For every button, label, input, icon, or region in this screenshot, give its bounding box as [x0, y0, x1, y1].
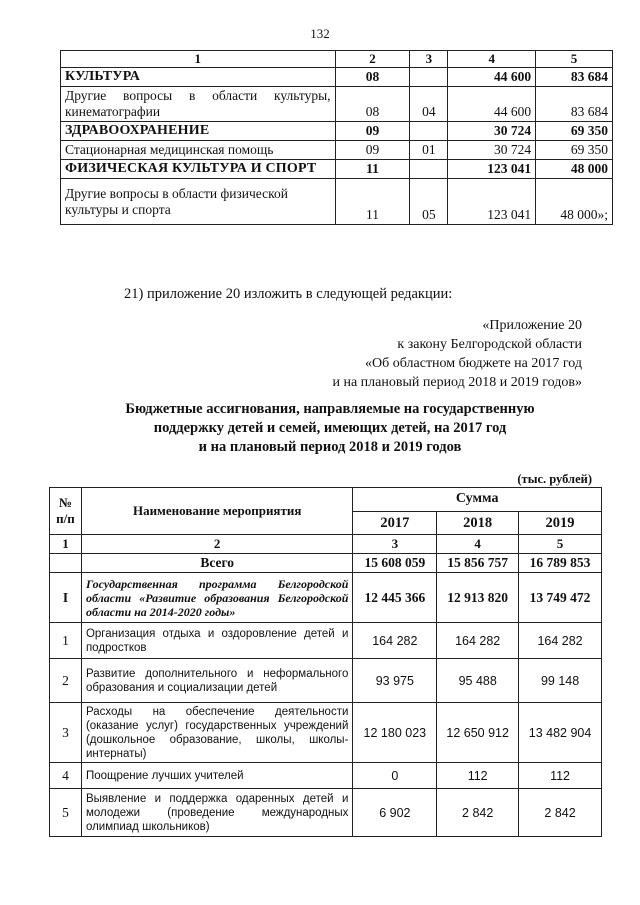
row-sum-1: 30 724 [448, 122, 536, 141]
program-number: I [50, 573, 82, 623]
col-sum-header: Сумма [353, 488, 602, 512]
row-pr [410, 122, 448, 141]
support-allocations-table [49, 487, 602, 837]
row-number: 5 [50, 789, 82, 837]
row-2019: 13 482 904 [519, 703, 602, 763]
row-sum-1: 30 724 [448, 141, 536, 160]
row-rz: 08 [335, 68, 410, 87]
row-pr: 04 [410, 87, 448, 122]
row-sum-2: 69 350 [536, 122, 613, 141]
row-sum-1: 123 041 [448, 160, 536, 179]
year-header: 2017 [353, 511, 437, 535]
title-line: Бюджетные ассигнования, направляемые на государственную [125, 401, 535, 417]
table-row [50, 763, 602, 789]
row-name: Организация отдыха и оздоровление детей и подростков [81, 623, 352, 659]
row-rz: 11 [335, 160, 410, 179]
row-rz: 11 [335, 179, 410, 225]
units-label: (тыс. рублей) [517, 472, 592, 486]
amendment-paragraph: 21) приложение 20 изложить в следующей редакции: [124, 286, 453, 302]
header-cell: 1 [61, 51, 336, 68]
row-rz: 09 [335, 141, 410, 160]
appendix-reference [332, 316, 582, 392]
row-name: Другие вопросы в области физической культуры и спорта [61, 179, 336, 225]
row-name: КУЛЬТУРА [61, 68, 336, 87]
table-row [50, 623, 602, 659]
col-number-header: № п/п [50, 488, 82, 535]
appendix-line: к закону Белгородской области [397, 337, 582, 352]
row-sum-1: 123 041 [448, 179, 536, 225]
table-header-row [50, 488, 602, 512]
index-cell: 4 [437, 535, 519, 554]
index-row [50, 535, 602, 554]
row-2018: 112 [437, 763, 519, 789]
index-cell: 1 [50, 535, 82, 554]
row-2019: 99 148 [519, 659, 602, 703]
index-cell: 5 [519, 535, 602, 554]
row-2018: 2 842 [437, 789, 519, 837]
appendix-line: «Приложение 20 [482, 318, 582, 333]
year-header: 2018 [437, 511, 519, 535]
row-name: ЗДРАВООХРАНЕНИЕ [61, 122, 336, 141]
header-cell: 5 [536, 51, 613, 68]
row-2019: 2 842 [519, 789, 602, 837]
row-2017: 6 902 [353, 789, 437, 837]
index-cell: 2 [81, 535, 352, 554]
table-row [50, 659, 602, 703]
document-title [60, 400, 600, 457]
total-row [50, 554, 602, 573]
program-2019: 13 749 472 [519, 573, 602, 623]
row-2019: 164 282 [519, 623, 602, 659]
table-row [61, 179, 613, 225]
total-2017: 15 608 059 [353, 554, 437, 573]
row-number: 4 [50, 763, 82, 789]
row-sum-2: 69 350 [536, 141, 613, 160]
row-sum-2: 48 000 [536, 160, 613, 179]
table-row [61, 160, 613, 179]
row-pr: 01 [410, 141, 448, 160]
row-pr [410, 160, 448, 179]
header-cell: 3 [410, 51, 448, 68]
row-name: Поощрение лучших учителей [81, 763, 352, 789]
row-pr: 05 [410, 179, 448, 225]
title-line: поддержку детей и семей, имеющих детей, на 2017 год [153, 420, 507, 436]
year-header: 2019 [519, 511, 602, 535]
total-empty-cell [50, 554, 82, 573]
row-sum-1: 44 600 [448, 68, 536, 87]
row-name: Расходы на обеспечение деятельности (оказание услуг) государственных учреждений (дошкольное образование, школы, школы-интернаты) [81, 703, 352, 763]
program-2018: 12 913 820 [437, 573, 519, 623]
row-name: ФИЗИЧЕСКАЯ КУЛЬТУРА И СПОРТ [61, 160, 336, 179]
page-number: 132 [310, 26, 330, 41]
row-sum-2: 83 684 [536, 87, 613, 122]
row-sum-2: 83 684 [536, 68, 613, 87]
row-number: 1 [50, 623, 82, 659]
total-label: Всего [81, 554, 352, 573]
table-row [61, 87, 613, 122]
table-row [50, 703, 602, 763]
table-row [61, 122, 613, 141]
row-name: Стационарная медицинская помощь [61, 141, 336, 160]
row-name: Другие вопросы в области культуры, кинематографии [61, 87, 336, 122]
table-row [61, 141, 613, 160]
row-2018: 164 282 [437, 623, 519, 659]
row-2018: 95 488 [437, 659, 519, 703]
row-pr [410, 68, 448, 87]
row-sum-1: 44 600 [448, 87, 536, 122]
row-rz: 08 [335, 87, 410, 122]
row-2017: 93 975 [353, 659, 437, 703]
appendix-line: «Об областном бюджете на 2017 год [365, 356, 582, 371]
row-rz: 09 [335, 122, 410, 141]
row-2019: 112 [519, 763, 602, 789]
program-name: Государственная программа Белгородской области «Развитие образования Белгородской области на 2014-2020 годы» [81, 573, 352, 623]
total-2019: 16 789 853 [519, 554, 602, 573]
table-row [50, 789, 602, 837]
table-header-row [61, 51, 613, 68]
title-line: и на плановый период 2018 и 2019 годов [198, 439, 462, 455]
row-2017: 12 180 023 [353, 703, 437, 763]
index-cell: 3 [353, 535, 437, 554]
row-2017: 0 [353, 763, 437, 789]
row-2018: 12 650 912 [437, 703, 519, 763]
total-2018: 15 856 757 [437, 554, 519, 573]
row-sum-2: 48 000»; [536, 179, 613, 225]
row-2017: 164 282 [353, 623, 437, 659]
appendix-line: и на плановый период 2018 и 2019 годов» [332, 375, 582, 390]
table-row [61, 68, 613, 87]
program-row [50, 573, 602, 623]
header-cell: 2 [335, 51, 410, 68]
col-name-header: Наименование мероприятия [81, 488, 352, 535]
header-cell: 4 [448, 51, 536, 68]
row-number: 2 [50, 659, 82, 703]
row-name: Развитие дополнительного и неформального образования и социализации детей [81, 659, 352, 703]
budget-table-continued [60, 50, 613, 225]
program-2017: 12 445 366 [353, 573, 437, 623]
row-number: 3 [50, 703, 82, 763]
row-name: Выявление и поддержка одаренных детей и молодежи (проведение международных олимпиад школьников) [81, 789, 352, 837]
